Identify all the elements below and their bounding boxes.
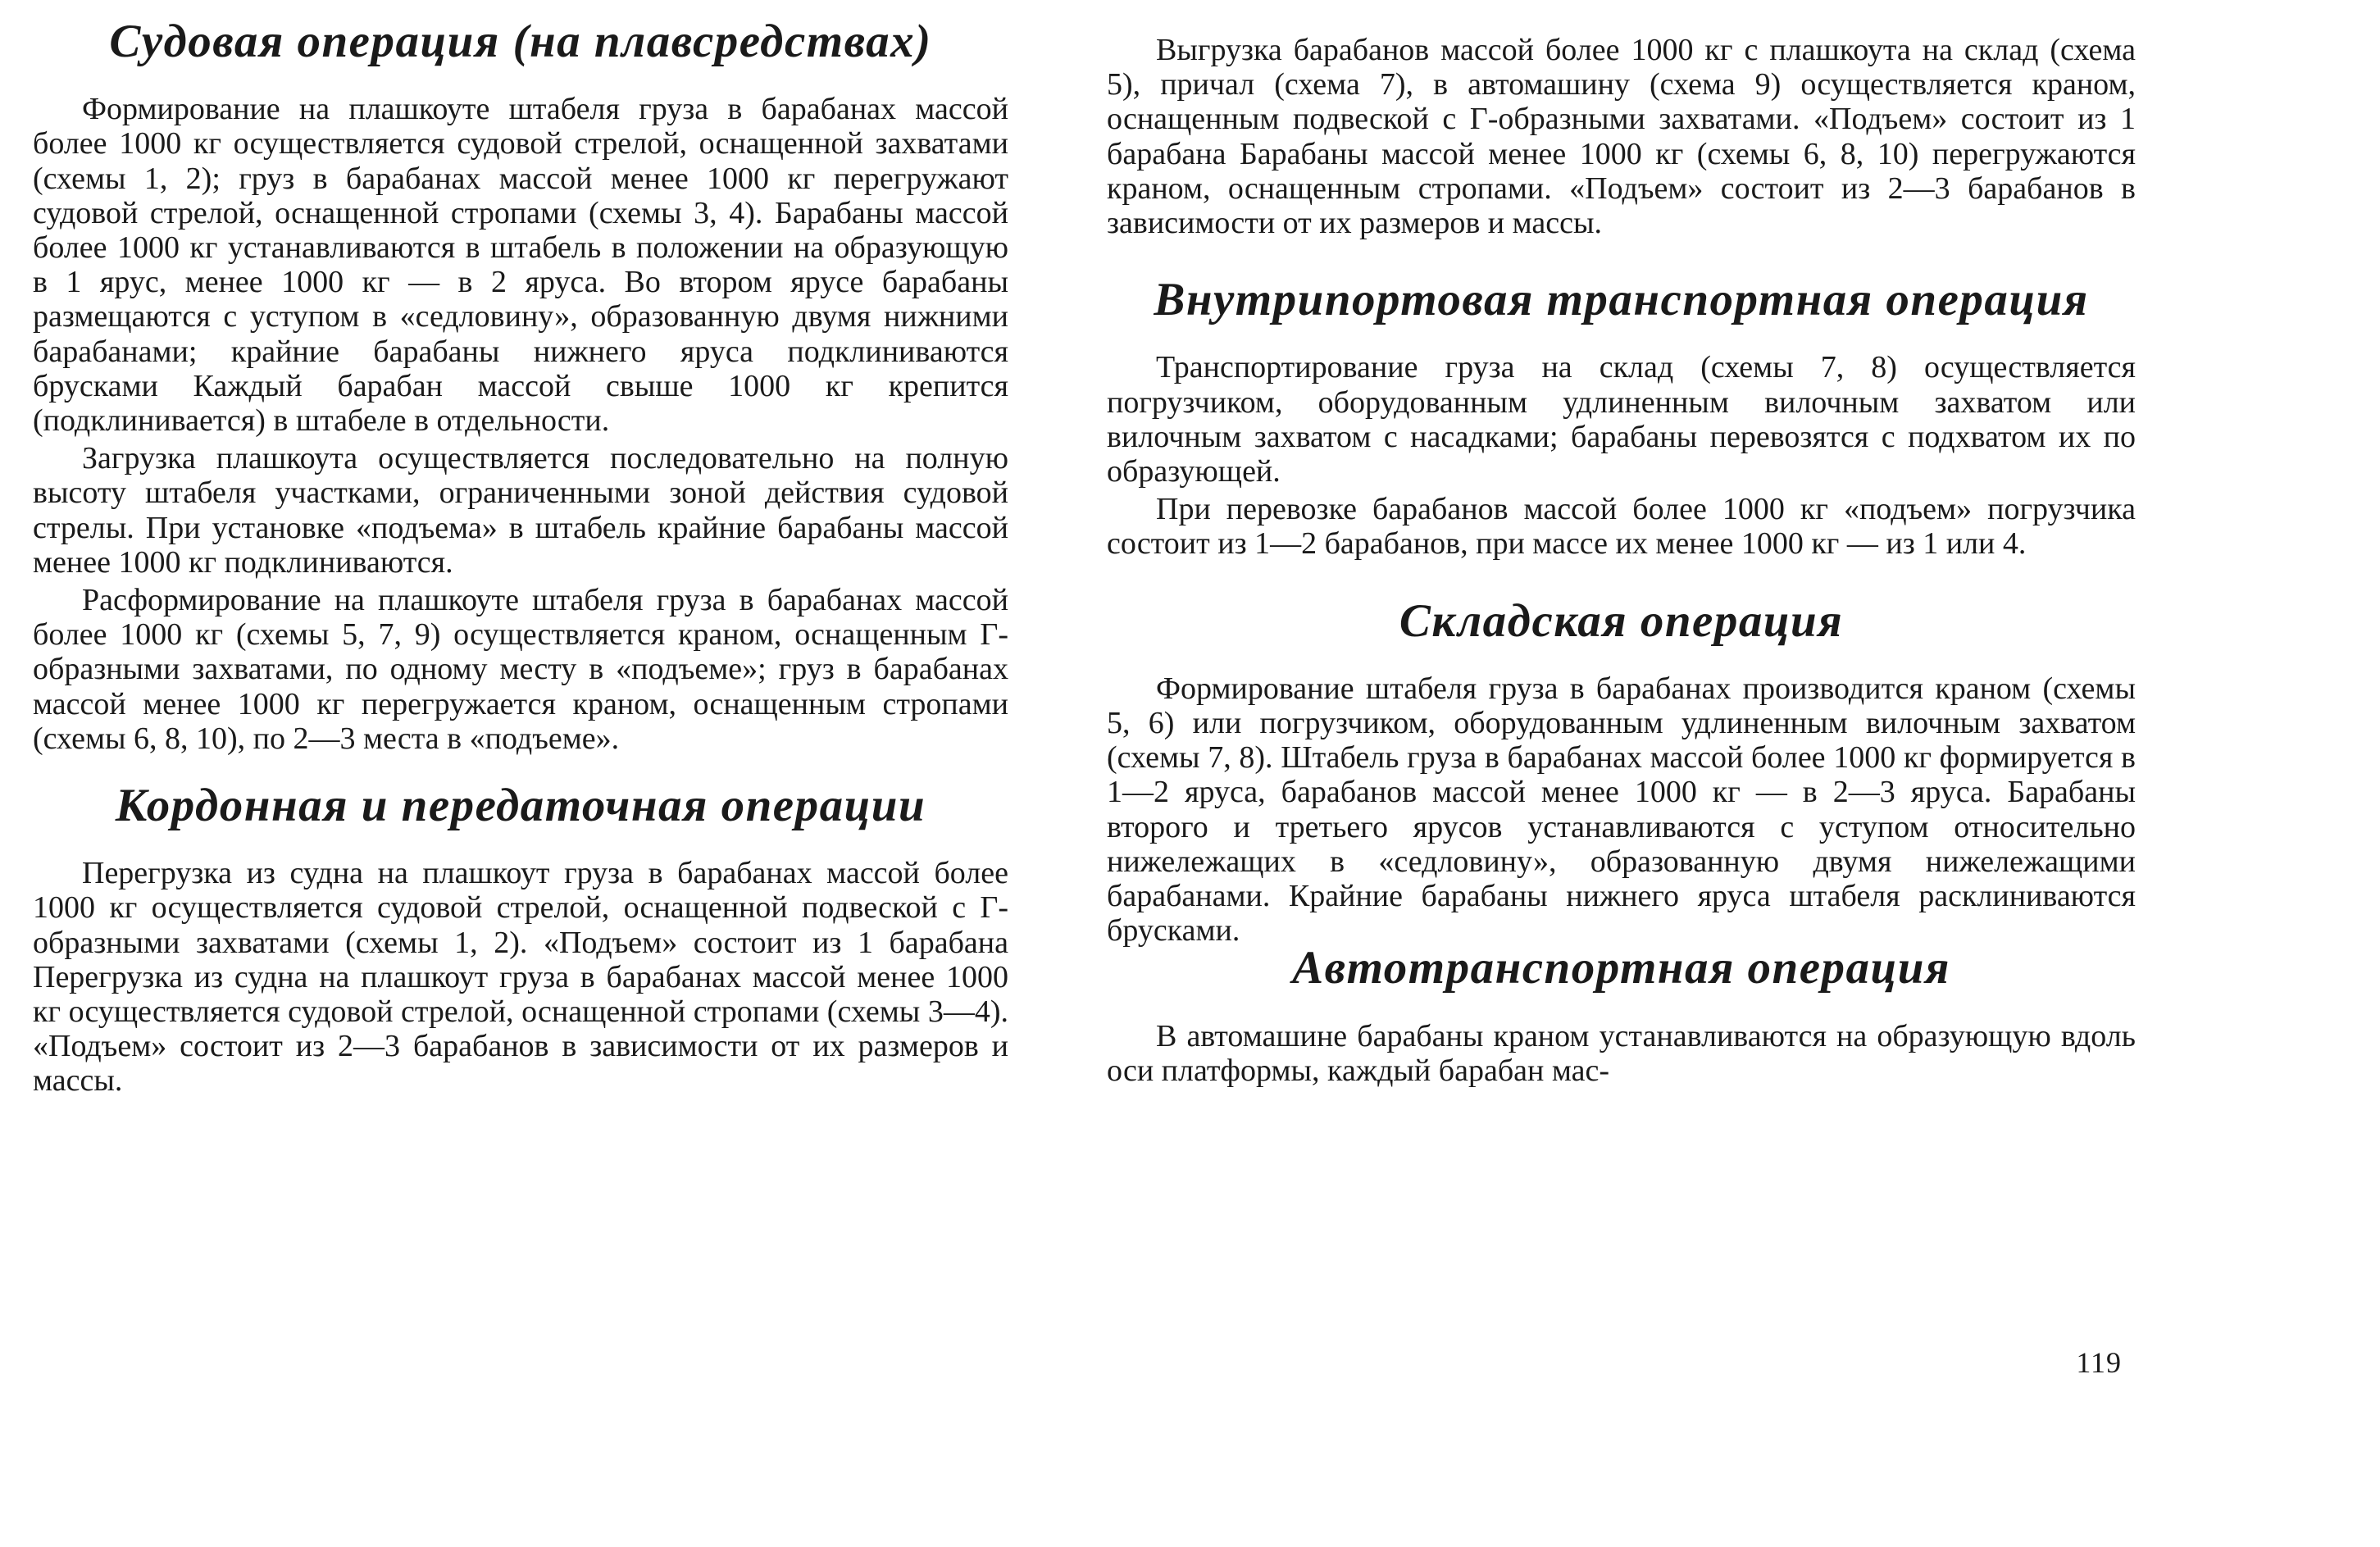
- section-heading-cordon-operation: Кордонная и передаточная операции: [115, 780, 926, 832]
- left-page: [0, 0, 1049, 1547]
- paragraph: Формирование штабеля груза в барабанах производится краном (схемы 5, 6) или погрузчиком, оборудованным удлиненным вилочным захватом (схемы 7, 8). Штабель груза в барабанах массой более 1000 кг формируется в 1—2 яруса, барабанов массой менее 1000 кг — в 2—3 яруса. Барабаны второго и третьего ярусов устанавливаются с уступом относительно нижележащих в «седловину», образованную двумя нижележащими барабанами. Крайние барабаны нижнего яруса штабеля расклиниваются брусками.: [1107, 671, 2136, 949]
- right-page-column: [1107, 33, 2136, 1088]
- paragraph: В автомашине барабаны краном устанавливаются на образующую вдоль оси платформы, каждый барабан мас-: [1107, 1018, 2136, 1088]
- paragraph: Загрузка плашкоута осуществляется последовательно на полную высоту штабеля участками, ограниченными зоной действия судовой стрелы. При установке «подъема» в штабель крайние барабаны массой менее 1000 кг подклиниваются.: [33, 441, 1008, 580]
- paragraph: Выгрузка барабанов массой более 1000 кг с плашкоута на склад (схема 5), причал (схема 7), в автомашину (схема 9) осуществляется краном, оснащенным подвеской с Г-образными захватами. «Подъем» состоит из 1 барабана Барабаны массой менее 1000 кг (схемы 6, 8, 10) перегружаются краном, оснащенным стропами. «Подъем» состоит из 2—3 барабанов в зависимости от их размеров и массы.: [1107, 33, 2136, 241]
- left-page-column: [33, 16, 1008, 1099]
- page-number: 119: [2076, 1346, 2122, 1379]
- paragraph: Расформирование на плашкоуте штабеля груза в барабанах массой более 1000 кг (схемы 5, 7, 9) осуществляется краном, оснащенным Г-образными захватами, по одному месту в «подъеме»; груз в барабанах массой менее 1000 кг перегружается краном, оснащенным стропами (схемы 6, 8, 10), по 2—3 места в «подъеме».: [33, 583, 1008, 756]
- right-page: [1107, 0, 2156, 1547]
- paragraph: Формирование на плашкоуте штабеля груза в барабанах массой более 1000 кг осуществляется судовой стрелой, оснащенной захватами (схемы 1, 2); груз в барабанах массой менее 1000 кг перегружают судовой стрелой, оснащенной стропами (схемы 3, 4). Барабаны массой более 1000 кг устанавливаются в штабель в положении на образующую в 1 ярус, менее 1000 кг — в 2 яруса. Во втором ярусе барабаны размещаются с уступом в «седловину», образованную двумя нижними барабанами; крайние барабаны нижнего яруса подклиниваются брусками Каждый барабан массой свыше 1000 кг крепится (подклинивается) в штабеле в отдельности.: [33, 92, 1008, 439]
- section-heading-warehouse-operation: Складская операция: [1399, 594, 1844, 647]
- section-heading-motor-transport-operation: Автотранспортная операция: [1292, 942, 1950, 994]
- paragraph: Транспортирование груза на склад (схемы 7, 8) осуществляется погрузчиком, оборудованным удлиненным вилочным захватом или вилочным захватом с насадками; барабаны перевозятся с подхватом их по образующей.: [1107, 350, 2136, 489]
- paragraph: При перевозке барабанов массой более 1000 кг «подъем» погрузчика состоит из 1—2 барабанов, при массе их менее 1000 кг — из 1 или 4.: [1107, 492, 2136, 562]
- section-heading-port-transport-operation: Внутрипортовая транспортная операция: [1154, 274, 2089, 326]
- section-heading-ship-operation: Судовая операция (на плавсредствах): [109, 16, 932, 67]
- paragraph: Перегрузка из судна на плашкоут груза в барабанах массой более 1000 кг осуществляется судовой стрелой, оснащенной подвеской с Г-образными захватами (схемы 1, 2). «Подъем» состоит из 1 барабана Перегрузка из судна на плашкоут груза в барабанах массой менее 1000 кг осуществляется судовой стрелой, оснащенной стропами (схемы 3—4). «Подъем» состоит из 2—3 барабанов в зависимости от их размеров и массы.: [33, 856, 1008, 1099]
